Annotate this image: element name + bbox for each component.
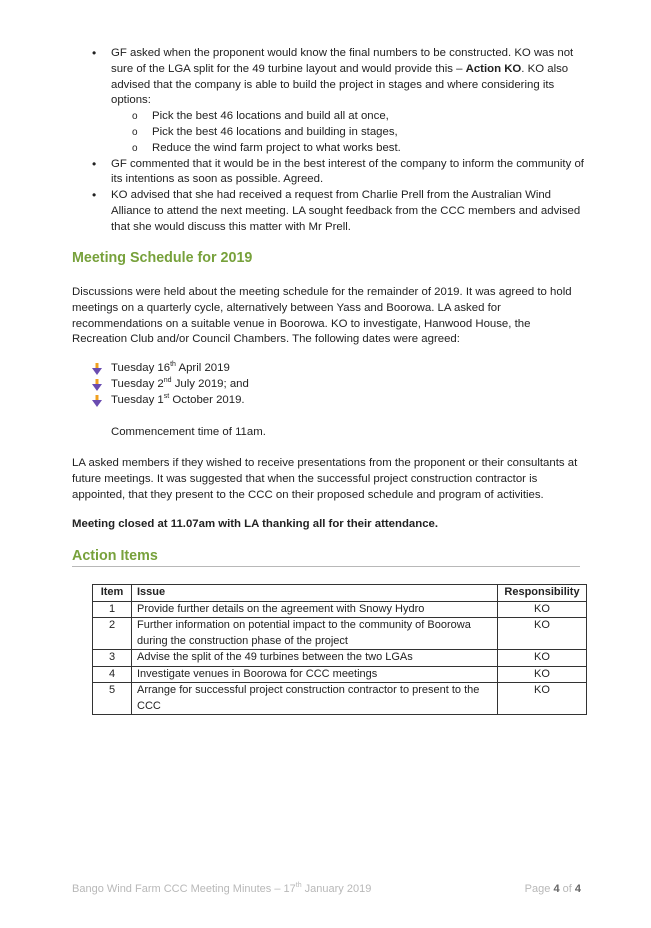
table-row: 5 Arrange for successful project construction contractor to present to the CCC KO <box>93 683 587 715</box>
bullet-item: • GF asked when the proponent would know the final numbers to be constructed. KO was not sure of the LGA split for the 49 turbine layout and would provide this – Action KO. KO also advised that the company is able to build the project in stages and where considering its options: o Pick the best 46 locations and build all at once, o Pick the best 46 locations and building in stages, o Reduce the wind farm project to what works best. <box>92 46 592 157</box>
page-number: Page 4 of 4 <box>524 883 581 895</box>
table-row: 1 Provide further details on the agreement with Snowy Hydro KO <box>93 601 587 618</box>
presentations-paragraph: LA asked members if they wished to receive presentations from the proponent or their consultants at future meetings. It was suggested that when the successful project construction contractor is appointed, that they present to the CCC on their proposed schedule and program of activities. <box>72 457 578 501</box>
table-row: 3 Advise the split of the 49 turbines between the two LGAs KO <box>93 650 587 667</box>
table-row: 4 Investigate venues in Boorowa for CCC meetings KO <box>93 666 587 683</box>
bullet-item: • KO advised that she had received a request from Charlie Prell from the Australian Wind Alliance to attend the next meeting. LA sought feedback from the CCC members and advised that she would discuss this matter with Mr Prell. <box>92 188 592 235</box>
option-item: o Reduce the wind farm project to what works best. <box>132 141 592 157</box>
commencement-text: Commencement time of 11am. <box>111 426 266 438</box>
arrow-down-icon <box>92 363 102 375</box>
arrow-down-icon <box>92 379 102 391</box>
table-row: 2 Further information on potential impact to the community of Boorowa during the construction phase of the project KO <box>93 618 587 650</box>
options-list <box>111 109 592 156</box>
action-items-table <box>92 584 587 715</box>
discussion-bullets <box>92 46 592 236</box>
meeting-closed-text: Meeting closed at 11.07am with LA thanking all for their attendance. <box>72 518 439 530</box>
option-item: o Pick the best 46 locations and build all at once, <box>132 109 592 125</box>
option-item: o Pick the best 46 locations and building in stages, <box>132 125 592 141</box>
schedule-paragraph: Discussions were held about the meeting schedule for the remainder of 2019. It was agreed to hold meetings on a quarterly cycle, alternatively between Yass and Boorowa. LA asked for recommendations on a suitable venue in Boorowa. KO to investigate, Hanwood House, the Recreation Club and/or Council Chambers. The following dates were agreed: <box>72 286 572 346</box>
date-item: Tuesday 2nd July 2019; and <box>92 377 249 393</box>
arrow-down-icon <box>92 395 102 407</box>
date-item: Tuesday 1st October 2019. <box>92 393 249 409</box>
action-tag: Action KO <box>465 62 522 75</box>
dates-list <box>92 361 249 408</box>
col-item-header: Item <box>93 585 132 602</box>
meeting-schedule-heading: Meeting Schedule for 2019 <box>72 250 253 266</box>
action-items-heading: Action Items <box>72 548 580 567</box>
col-issue-header: Issue <box>132 585 498 602</box>
bullet-item: • GF commented that it would be in the best interest of the company to inform the community of its intentions as soon as possible. Agreed. <box>92 157 592 189</box>
footer-title: Bango Wind Farm CCC Meeting Minutes – 17th January 2019 <box>72 882 372 895</box>
table-header-row <box>93 585 587 602</box>
col-responsibility-header: Responsibility <box>498 585 587 602</box>
date-item: Tuesday 16th April 2019 <box>92 361 249 377</box>
